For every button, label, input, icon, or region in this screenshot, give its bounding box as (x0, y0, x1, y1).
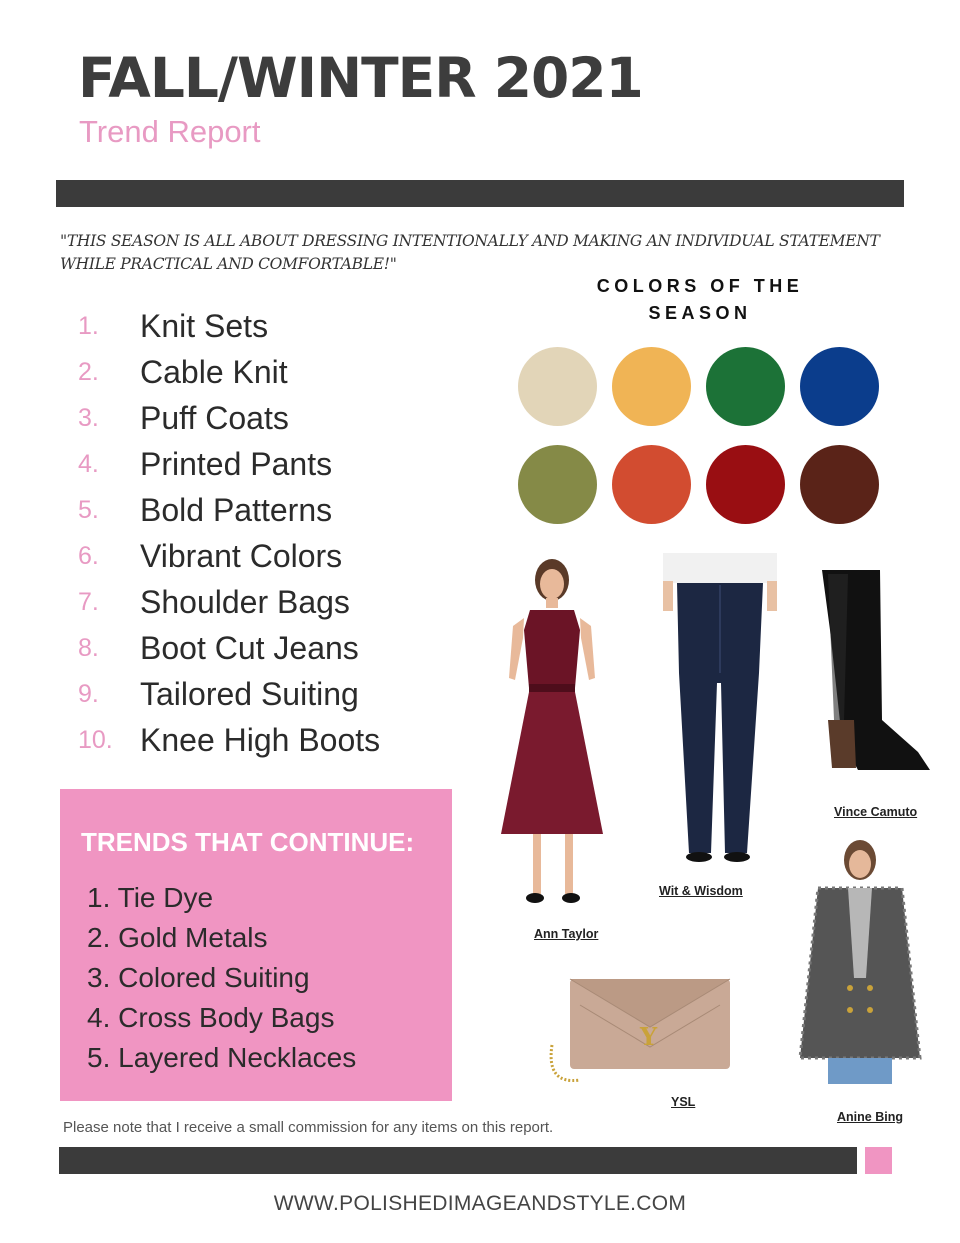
trend-item (78, 308, 478, 354)
list-item: 4. Cross Body Bags (87, 1002, 335, 1033)
trend-item (78, 492, 478, 538)
website-link[interactable]: WWW.POLISHEDIMAGEANDSTYLE.COM (273, 1192, 687, 1215)
trend-label: Vibrant Colors (140, 538, 343, 574)
trends-continue-heading: TRENDS THAT CONTINUE: (81, 827, 415, 857)
bag-image (540, 975, 735, 1090)
trend-label: Shoulder Bags (140, 584, 350, 620)
trend-number: 8. (78, 634, 99, 662)
trend-item (78, 630, 478, 676)
list-item: 3. Colored Suiting (87, 962, 310, 993)
trend-item (78, 676, 478, 722)
list-item: 1. Tie Dye (87, 882, 214, 913)
color-swatch (800, 347, 879, 426)
trend-label: Cable Knit (140, 354, 288, 390)
trend-number: 1. (78, 312, 99, 340)
trend-number: 6. (78, 542, 99, 570)
colors-heading: COLORS OF THE SEASON (596, 276, 804, 323)
dress-image (485, 558, 620, 918)
trend-item (78, 400, 478, 446)
trend-number: 7. (78, 588, 99, 616)
blazer-image (788, 838, 933, 1088)
disclaimer-text: Please note that I receive a small commission for any items on this report. (63, 1119, 554, 1136)
color-swatch (612, 445, 691, 524)
trend-label: Puff Coats (140, 400, 289, 436)
trend-number: 4. (78, 450, 99, 478)
trend-list (78, 308, 478, 768)
trend-number: 2. (78, 358, 99, 386)
color-swatch (706, 445, 785, 524)
trend-number: 10. (78, 726, 113, 754)
trend-item (78, 584, 478, 630)
trend-item (78, 354, 478, 400)
footer-divider-bar (59, 1147, 857, 1174)
list-item: 2. Gold Metals (87, 922, 268, 953)
trend-label: Bold Patterns (140, 492, 333, 528)
color-swatch (800, 445, 879, 524)
caption-blazer[interactable]: Anine Bing (837, 1110, 903, 1124)
list-item: 5. Layered Necklaces (87, 1042, 357, 1073)
jeans-image (655, 553, 785, 865)
page-subtitle: Trend Report (79, 114, 261, 149)
trend-label: Tailored Suiting (140, 676, 359, 712)
header-divider-bar (56, 180, 904, 207)
page-title: FALL/WINTER 2021 (78, 46, 643, 110)
boot-image (818, 570, 933, 775)
trends-continue-panel (60, 789, 452, 1101)
trend-number: 5. (78, 496, 99, 524)
trend-label: Knee High Boots (140, 722, 381, 758)
trend-item (78, 722, 478, 768)
caption-jeans[interactable]: Wit & Wisdom (659, 884, 743, 898)
trend-number: 3. (78, 404, 99, 432)
trend-label: Knit Sets (140, 308, 269, 344)
color-swatch (612, 347, 691, 426)
svg-text:Y: Y (640, 1022, 658, 1051)
trend-label: Boot Cut Jeans (140, 630, 359, 666)
season-quote: "THIS SEASON IS ALL ABOUT DRESSING INTENTIONALLY AND MAKING AN INDIVIDUAL STATEMENT WHILE PRACTICAL AND COMFORTABLE!" (60, 232, 880, 273)
footer-accent-square (865, 1147, 892, 1174)
caption-bag[interactable]: YSL (671, 1095, 696, 1109)
trend-label: Printed Pants (140, 446, 333, 482)
trend-number: 9. (78, 680, 99, 708)
color-swatch (706, 347, 785, 426)
caption-boot[interactable]: Vince Camuto (834, 805, 918, 819)
color-swatch (518, 347, 597, 426)
trends-continue-list (87, 882, 356, 1082)
trend-item (78, 446, 478, 492)
color-swatch (518, 445, 597, 524)
caption-dress[interactable]: Ann Taylor (534, 927, 599, 941)
trend-item (78, 538, 478, 584)
